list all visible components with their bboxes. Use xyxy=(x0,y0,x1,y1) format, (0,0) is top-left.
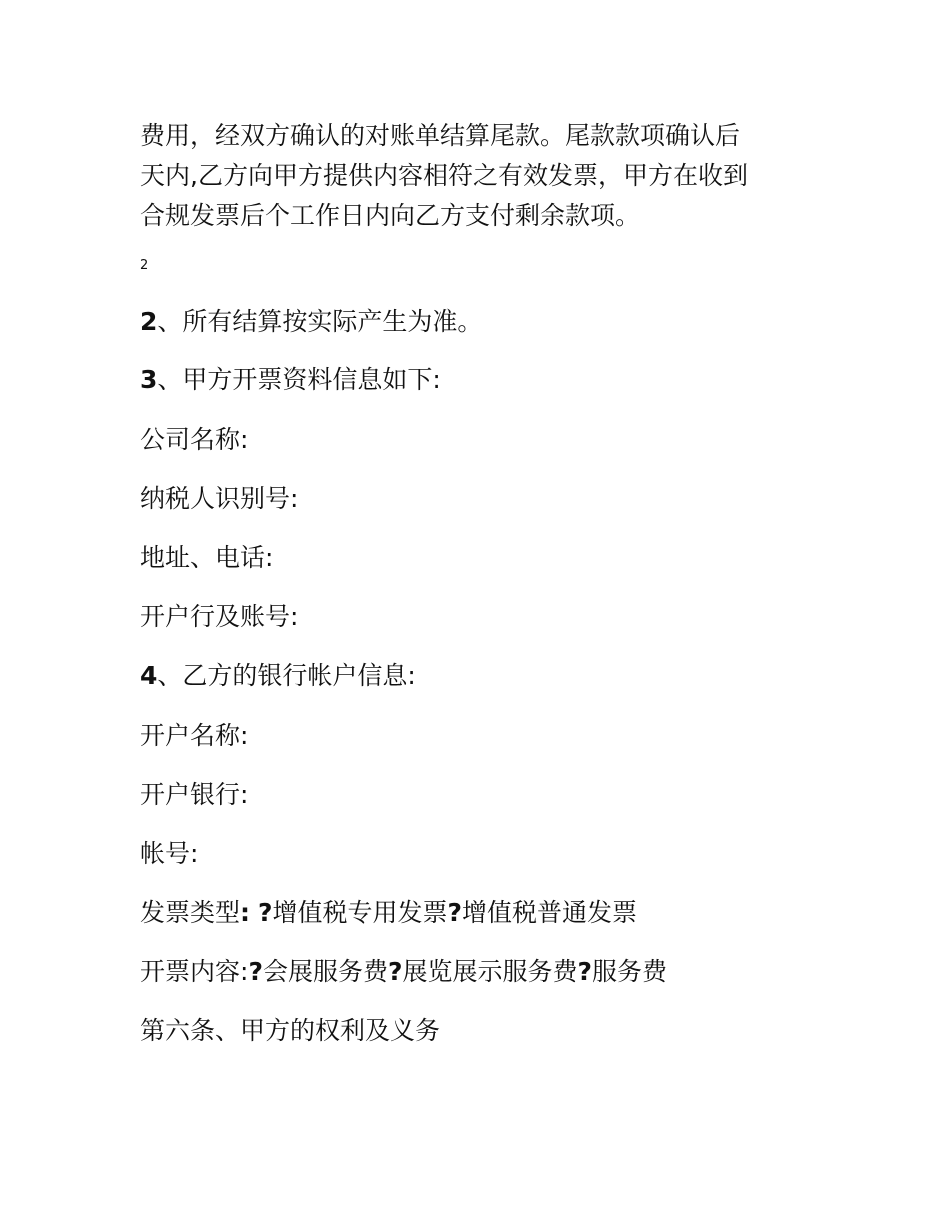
invoice-content-option-exhibition: 会展服务费 xyxy=(262,957,388,986)
invoice-type-colon: : xyxy=(240,898,251,927)
invoice-content-option-display: 展览展示服务费 xyxy=(402,957,578,986)
checkbox-glyph: ? xyxy=(248,957,263,986)
field-account-number: 帐号: xyxy=(140,839,199,868)
item-3-text: 、甲方开票资料信息如下: xyxy=(157,365,441,394)
field-taxpayer-id: 纳税人识别号: xyxy=(140,484,299,513)
checkbox-glyph: ? xyxy=(577,957,593,986)
field-address-phone: 地址、电话: xyxy=(140,543,274,572)
item-4-text: 、乙方的银行帐户信息: xyxy=(157,661,416,690)
checkbox-glyph: ? xyxy=(447,898,463,927)
invoice-type-option-general: 增值税普通发票 xyxy=(462,898,638,927)
invoice-type-label: 发票类型 xyxy=(140,898,241,927)
item-4-number: 4 xyxy=(140,661,158,690)
field-company-name: 公司名称: xyxy=(140,425,249,454)
item-3 xyxy=(140,360,441,400)
intro-line-2: 天内,乙方向甲方提供内容相符之有效发票，甲方在收到 xyxy=(140,161,748,190)
field-bank-account: 开户行及账号: xyxy=(140,602,299,631)
item-2-number: 2 xyxy=(140,307,158,336)
invoice-type-line xyxy=(140,893,637,933)
intro-paragraph xyxy=(140,116,820,236)
article-6-heading: 第六条、甲方的权利及义务 xyxy=(140,1016,441,1045)
intro-line-3: 合规发票后个工作日内向乙方支付剩余款项。 xyxy=(140,201,641,230)
invoice-content-option-service: 服务费 xyxy=(592,957,668,986)
checkbox-glyph: ? xyxy=(257,898,273,927)
invoice-content-line xyxy=(140,952,667,992)
intro-line-1: 费用，经双方确认的对账单结算尾款。尾款款项确认后 xyxy=(140,121,741,150)
field-opening-bank: 开户银行: xyxy=(140,780,249,809)
item-3-number: 3 xyxy=(140,365,158,394)
field-account-name: 开户名称: xyxy=(140,721,249,750)
item-2 xyxy=(140,302,482,342)
item-4 xyxy=(140,656,416,696)
item-2-text: 、所有结算按实际产生为准。 xyxy=(157,307,483,336)
invoice-content-label: 开票内容: xyxy=(140,957,249,986)
page-number: 2 xyxy=(140,258,149,273)
checkbox-glyph: ? xyxy=(387,957,403,986)
invoice-type-option-special: 增值税专用发票 xyxy=(272,898,448,927)
